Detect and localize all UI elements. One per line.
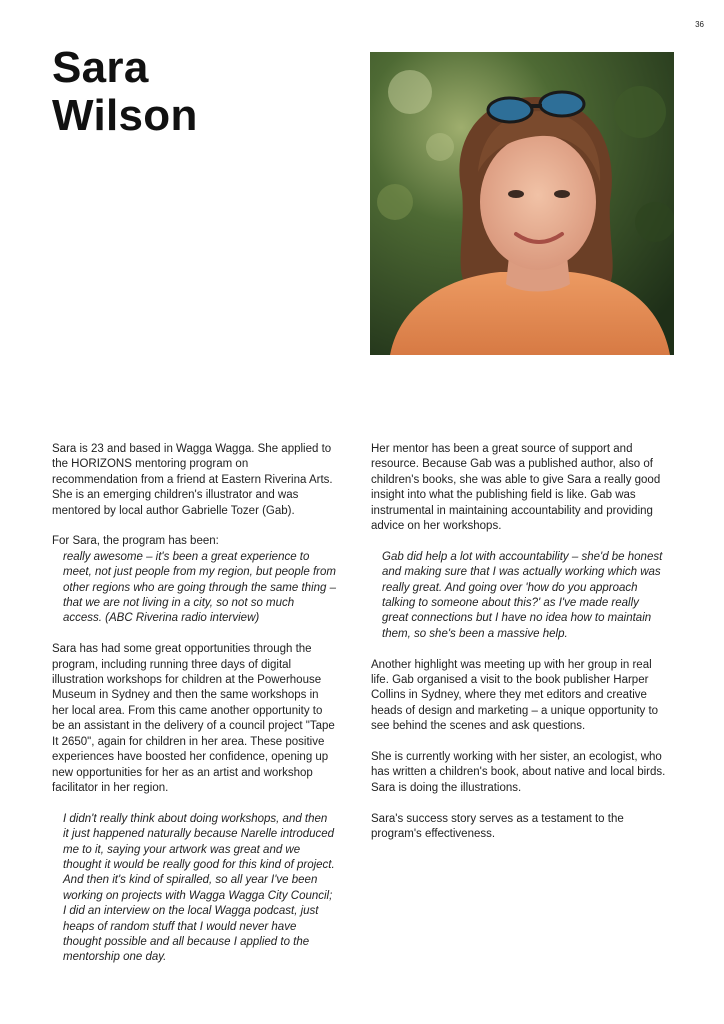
right-column [371, 442, 667, 858]
intro-paragraph: Sara is 23 and based in Wagga Wagga. She applied to the HORIZONS mentoring program on recommendation from a friend at Eastern Riverina Arts. She is an emerging children's illustrator and was mentored by local author Gabrielle Tozer (Gab). [52, 443, 333, 517]
highlight-paragraph: Another highlight was meeting up with her group in real life. Gab organised a visit to the book publisher Harper Collins in Sydney, where they met editors and creative heads of design and marketing – a unique opportunity to see behind the scenes and ask questions. [371, 658, 659, 733]
opportunities-paragraph: Sara has had some great opportunities through the program, including running three days of digital illustration workshops for children at the Powerhouse Museum in Sydney and then the same workshops in her local area. From this came another opportunity to be an assistant in the delivery of a council project "Tape It 2650", again for children in her area. These positive experiences have boosted her confidence, opening up new opportunities for her as an artist and workshop facilitator in her region. [52, 643, 335, 794]
radio-interview-quote: really awesome – it's been a great experience to meet, not just people from my region, but people from other regions who are going through the same thing – that we are not living in a city, so not so much access. (ABC Riverina radio interview) [63, 550, 336, 625]
portrait-photo [370, 52, 674, 355]
success-paragraph: Sara's success story serves as a testament to the program's effectiveness. [371, 812, 624, 841]
mentor-paragraph: Her mentor has been a great source of support and resource. Because Gab was a published author, also of children's books, she was able to give Sara a really good insight into what the publishing field is like. Gab was instrumental in maintaining accountability and providing advice on her workshops. [371, 443, 661, 533]
page-number: 36 [695, 20, 704, 29]
program-lead-in: For Sara, the program has been: [52, 535, 219, 548]
workshops-quote: I didn't really think about doing workshops, and then it just happened naturally because Narelle introduced me to it, saying your artwork was great and we thought it would be really good for this kind of project. And then it's kind of spiralled, so all year I've been working on projects with Wagga Wagga City Council; I did an interview on the local Wagga podcast, just heaps of random stuff that I would never have thought possible and all because I applied to the mentorship one day. [63, 812, 335, 964]
title-first-name: Sara [52, 43, 149, 92]
current-work-paragraph: She is currently working with her sister, an ecologist, who has written a children's book, about native and local birds. Sara is doing the illustrations. [371, 751, 666, 794]
left-column [52, 442, 336, 981]
title-last-name: Wilson [52, 91, 198, 140]
accountability-quote: Gab did help a lot with accountability – she'd be honest and making sure that I was actually working which was really great. And going over 'how do you approach talking to someone about this?' as I've made really great connections but I have no idea how to maintain them, so she's been a massive help. [382, 550, 663, 640]
page-title [52, 44, 198, 140]
